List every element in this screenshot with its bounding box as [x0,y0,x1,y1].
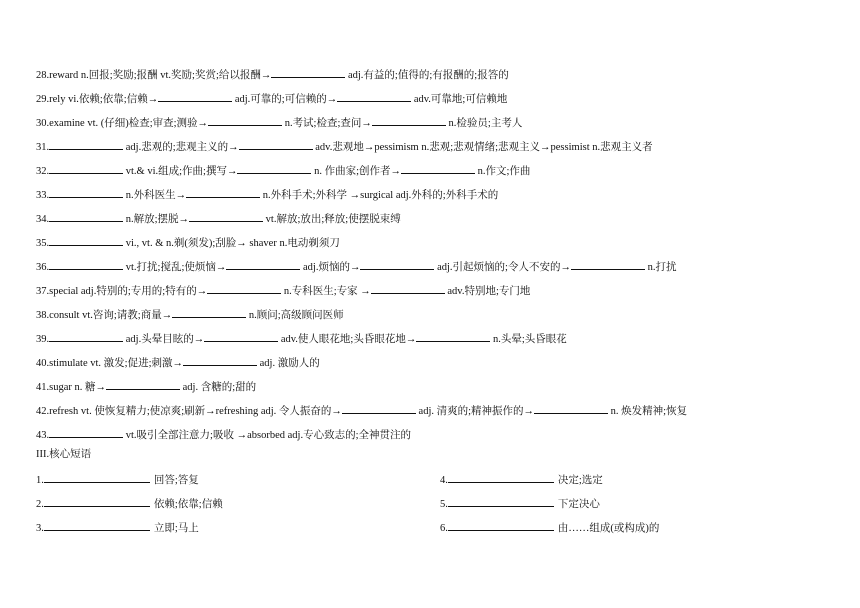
line-text: n.头晕;头昏眼花 [490,334,567,345]
answer-blank[interactable] [172,307,246,318]
line-text: 39. [36,334,50,345]
answer-blank[interactable] [49,187,123,198]
answer-blank[interactable] [342,403,416,414]
answer-blank[interactable] [237,163,311,174]
line-text: 38.consult vt.咨询;请教;商量→ [36,310,173,321]
phrase-item [440,472,603,488]
vocab-line [36,307,344,323]
phrase-blank[interactable] [448,496,554,507]
line-text: 31. [36,142,50,153]
line-text: n.解放;摆脱→ [123,214,190,225]
phrase-meaning: 下定决心 [557,499,600,510]
answer-blank[interactable] [239,139,313,150]
vocab-line [36,211,401,227]
phrase-number: 6. [440,523,448,534]
answer-blank[interactable] [49,235,123,246]
line-text: adj. 激励人的 [257,358,320,369]
phrase-meaning: 由……组成(或构成)的 [557,523,660,534]
vocab-line [36,235,340,251]
line-text: n.顾问;高级顾问医师 [246,310,344,321]
answer-blank[interactable] [207,283,281,294]
line-text: adv.特别地;专门地 [444,286,531,297]
line-text: adv.使人眼花地;头昏眼花地→ [278,334,417,345]
phrase-meaning: 依赖;依靠;信赖 [153,499,223,510]
line-text: adj.引起烦恼的;令人不安的→ [434,262,571,273]
line-text: adv.悲观地→pessimism n.悲观;悲观情绪;悲观主义→pessimist n.悲观主义者 [312,142,653,153]
phrase-blank[interactable] [448,472,554,483]
phrase-item [36,520,199,536]
vocab-line [36,91,507,107]
line-text: n.作文;作曲 [475,166,531,177]
line-text: n.外科手术;外科学 →surgical adj.外科的;外科手术的 [260,190,499,201]
answer-blank[interactable] [534,403,608,414]
line-text: n.专科医生;专家 → [281,286,371,297]
line-text: vt.& vi.组成;作曲;撰写→ [123,166,238,177]
vocab-line [36,259,676,275]
phrase-meaning: 立即;马上 [153,523,199,534]
answer-blank[interactable] [106,379,180,390]
phrase-number: 2. [36,499,44,510]
vocab-line [36,355,320,371]
line-text: n.打扰 [644,262,677,273]
line-text: vt.吸引全部注意力;吸收 →absorbed adj.专心致志的;全神贯注的 [123,430,411,441]
line-text: adj. 含糖的;甜的 [180,382,257,393]
vocab-line [36,403,687,419]
line-text: 35. [36,238,50,249]
phrase-number: 4. [440,475,448,486]
vocab-line [36,139,653,155]
answer-blank[interactable] [49,259,123,270]
answer-blank[interactable] [158,91,232,102]
line-text: 34. [36,214,50,225]
vocab-line [36,163,530,179]
line-text: vt.解放;放出;释放;使摆脱束缚 [263,214,401,225]
answer-blank[interactable] [49,427,123,438]
answer-blank[interactable] [571,259,645,270]
phrase-item [36,496,223,512]
phrase-number: 5. [440,499,448,510]
answer-blank[interactable] [183,355,257,366]
line-text: n. 作曲家;创作者→ [311,166,402,177]
line-text: 32. [36,166,50,177]
phrase-number: 3. [36,523,44,534]
line-text: 30.examine vt. (仔细)检查;审查;测验→ [36,118,209,129]
line-text: adj.可靠的;可信赖的→ [232,94,338,105]
line-text: n. 焕发精神;恢复 [608,406,688,417]
line-text: adj.有益的;值得的;有报酬的;报答的 [345,70,509,81]
answer-blank[interactable] [208,115,282,126]
answer-blank[interactable] [271,67,345,78]
vocab-line [36,331,567,347]
vocab-line [36,115,522,131]
phrase-blank[interactable] [44,496,150,507]
phrase-blank[interactable] [44,520,150,531]
line-text: n.考试;检查;查问→ [282,118,372,129]
line-text: adj. 清爽的;精神振作的→ [415,406,535,417]
line-text: 36. [36,262,50,273]
answer-blank[interactable] [416,331,490,342]
phrase-item [36,472,199,488]
line-text: 41.sugar n. 糖→ [36,382,106,393]
answer-blank[interactable] [226,259,300,270]
answer-blank[interactable] [337,91,411,102]
line-text: adj.头晕目眩的→ [123,334,205,345]
answer-blank[interactable] [49,139,123,150]
line-text: vt.打扰;搅乱;使烦恼→ [123,262,227,273]
vocab-line [36,379,256,395]
line-text: 42.refresh vt. 使恢复精力;使凉爽;刷新→refreshing adj. 令人振奋的→ [36,406,342,417]
line-text: 37.special adj.特别的;专用的;特有的→ [36,286,208,297]
answer-blank[interactable] [49,211,123,222]
phrase-blank[interactable] [44,472,150,483]
answer-blank[interactable] [372,115,446,126]
phrase-blank[interactable] [448,520,554,531]
phrase-item [440,496,600,512]
answer-blank[interactable] [204,331,278,342]
phrase-number: 1. [36,475,44,486]
line-text: adv.可靠地;可信赖地 [411,94,508,105]
line-text: n.检验员;主考人 [445,118,523,129]
line-text: 29.rely vi.依赖;依靠;信赖→ [36,94,159,105]
line-text: vi., vt. & n.剃(须发);刮脸→ shaver n.电动剃须刀 [123,238,340,249]
line-text: adj.悲观的;悲观主义的→ [123,142,239,153]
phrase-item [440,520,659,536]
answer-blank[interactable] [186,187,260,198]
phrase-meaning: 决定;选定 [557,475,603,486]
line-text: 28.reward n.回报;奖励;报酬 vt.奖励;奖赏;给以报酬→ [36,70,272,81]
answer-blank[interactable] [371,283,445,294]
answer-blank[interactable] [401,163,475,174]
answer-blank[interactable] [189,211,263,222]
answer-blank[interactable] [49,331,123,342]
line-text: adj.烦恼的→ [300,262,361,273]
line-text: 33. [36,190,50,201]
vocab-line [36,427,411,443]
vocab-line [36,187,498,203]
line-text: 43. [36,430,50,441]
vocab-line [36,67,509,83]
answer-blank[interactable] [49,163,123,174]
vocab-line [36,283,530,299]
phrase-meaning: 回答;答复 [153,475,199,486]
line-text: n.外科医生→ [123,190,187,201]
line-text: 40.stimulate vt. 激发;促进;刺激→ [36,358,183,369]
answer-blank[interactable] [360,259,434,270]
section-title: III.核心短语 [36,449,92,460]
